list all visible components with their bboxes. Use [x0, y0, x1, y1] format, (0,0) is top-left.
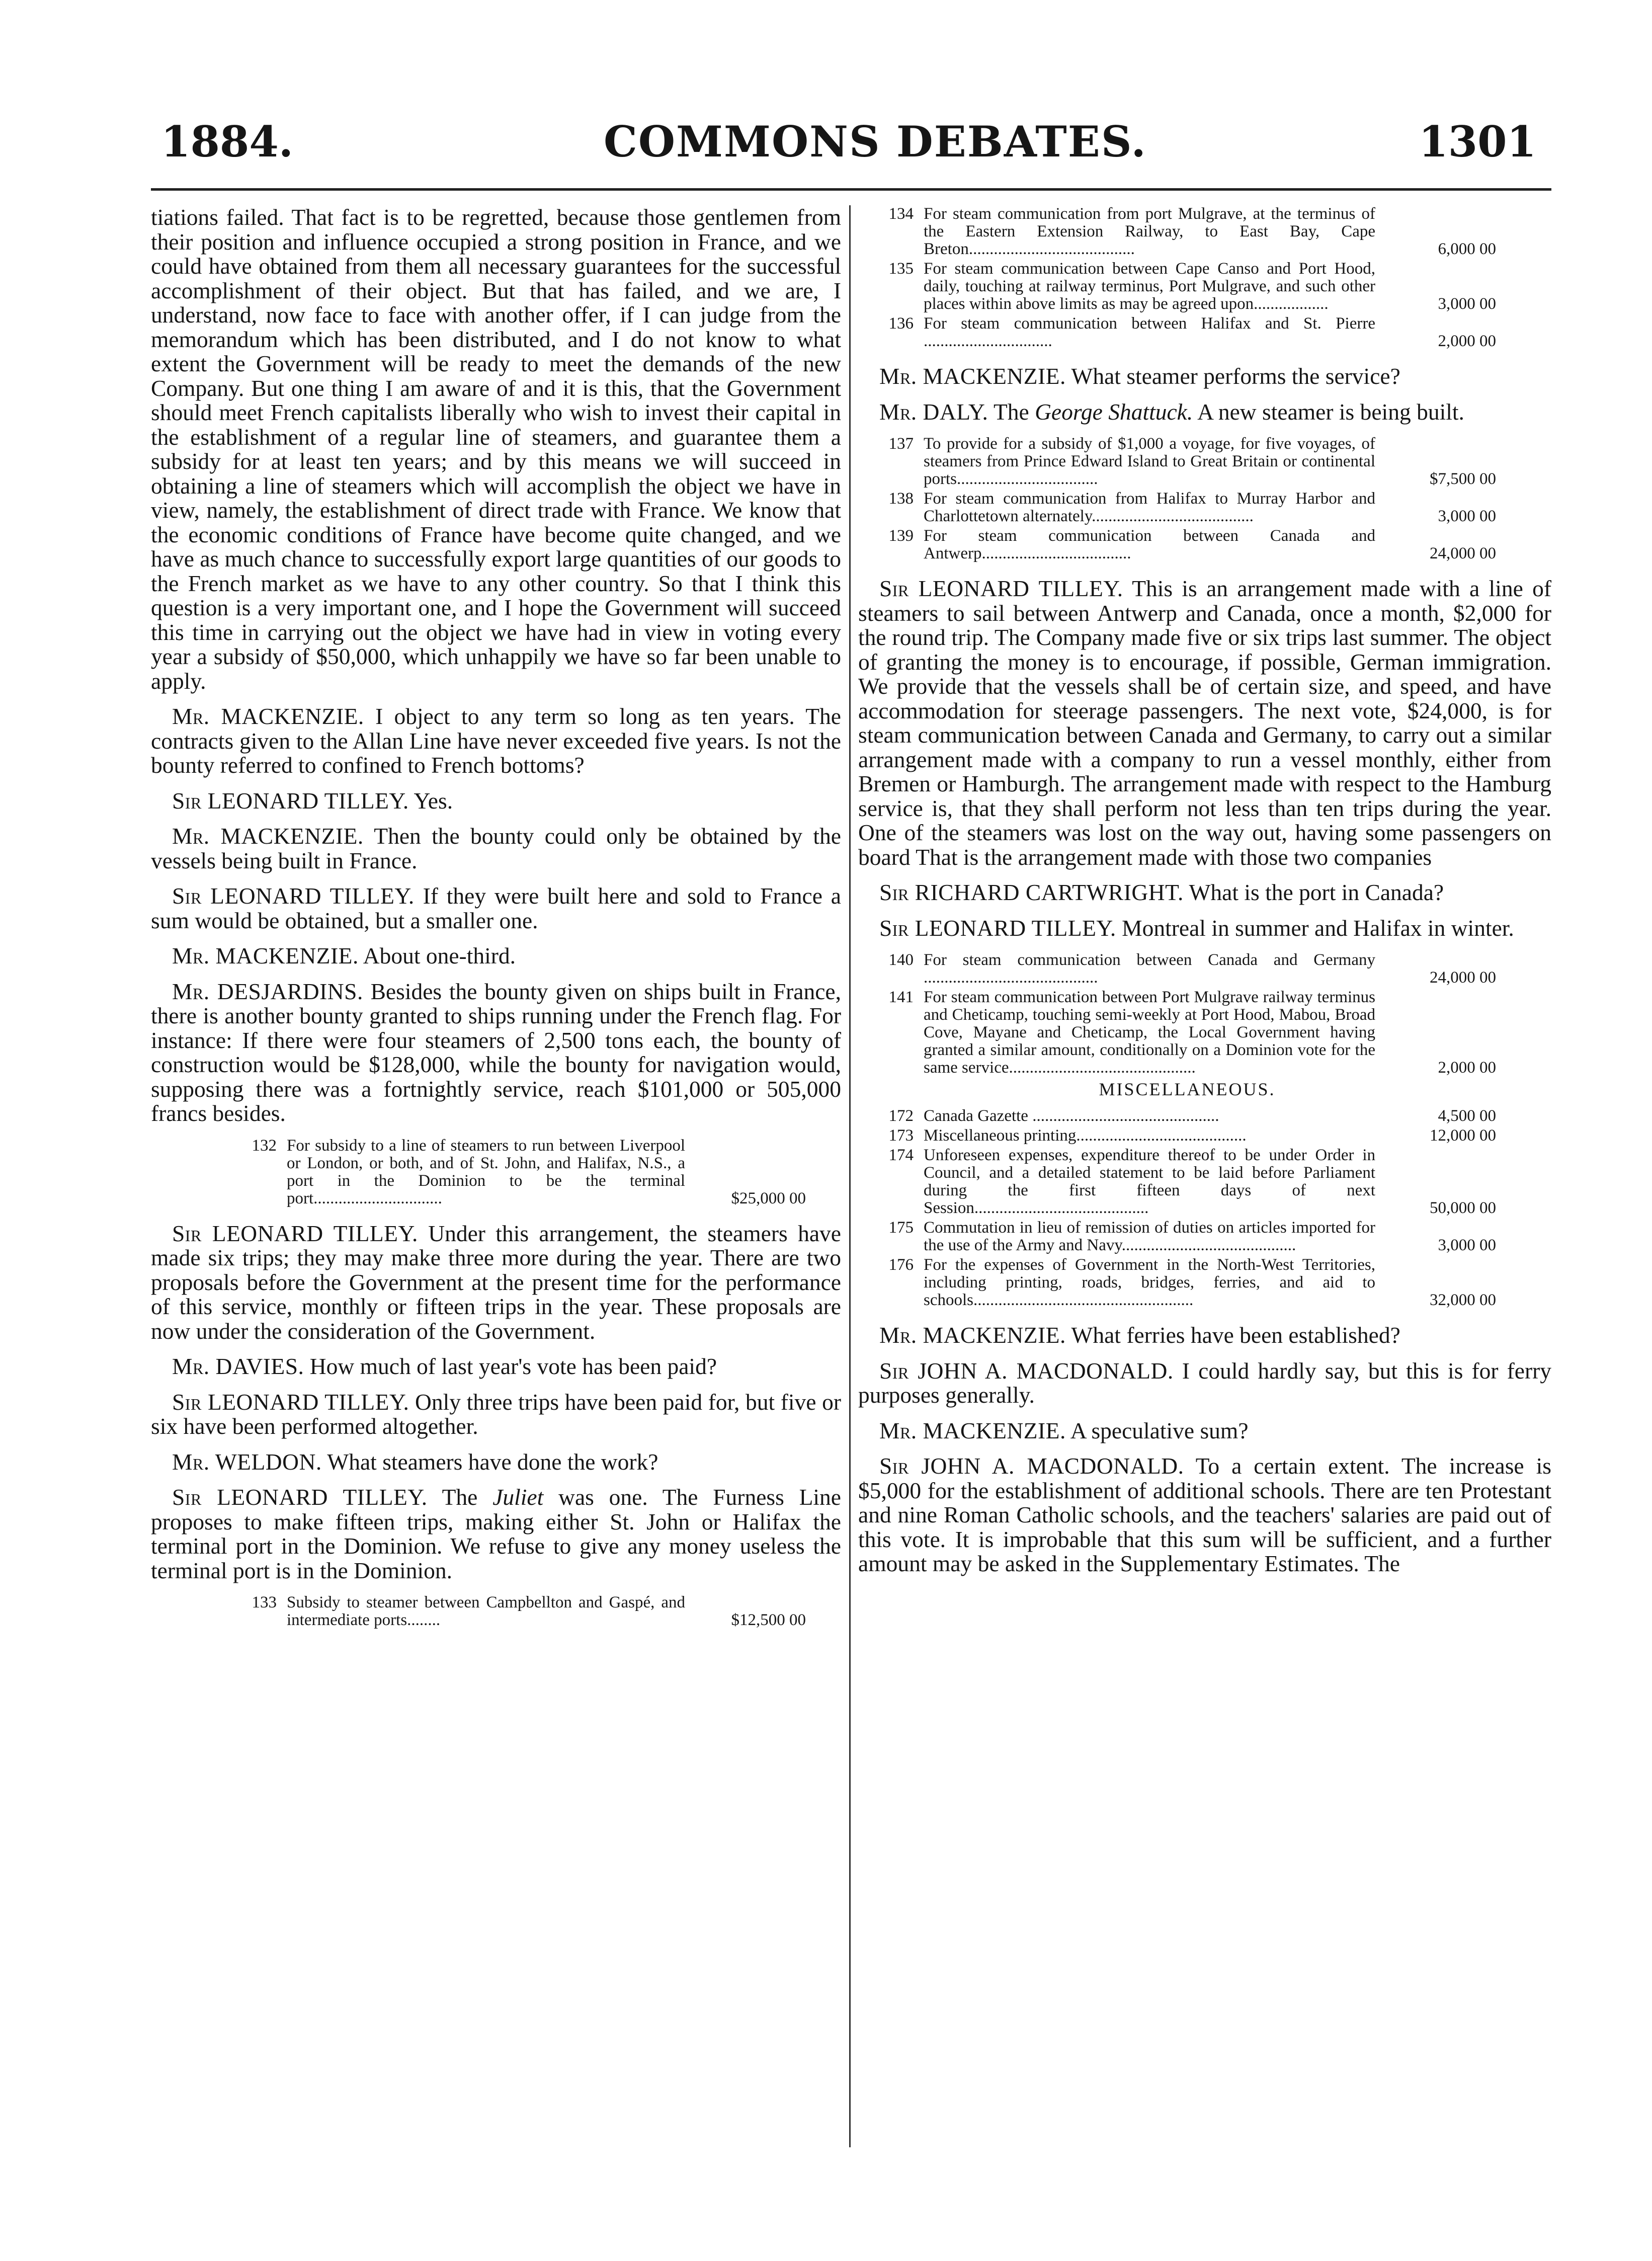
- item-amount: 24,000 00: [1430, 544, 1496, 562]
- speaker-name: Mr. DALY.: [879, 398, 988, 425]
- speech-text: The: [442, 1484, 478, 1510]
- speech-text: Yes.: [414, 787, 453, 814]
- item-description: For steam communication between Halifax and St. Pierre ...............................: [924, 314, 1375, 350]
- estimate-item-141: [878, 989, 1496, 1077]
- speaker-name: Mr. MACKENZIE.: [172, 823, 364, 849]
- item-amount: 12,000 00: [1430, 1126, 1496, 1145]
- header-rule: [151, 188, 1551, 191]
- speech-tilley: [858, 577, 1551, 869]
- header-year: 1884.: [161, 117, 294, 167]
- speech-tilley: [858, 916, 1551, 941]
- speech-text: If they were built here and sold to France a sum would be obtained, but a smaller one.: [151, 883, 842, 933]
- speech-text: What is the port in Canada?: [1189, 879, 1444, 905]
- estimate-item-134: [878, 205, 1496, 258]
- item-amount: 2,000 00: [1438, 332, 1496, 350]
- header-title: COMMONS DEBATES.: [604, 117, 1147, 167]
- speech-tilley: [151, 1485, 841, 1583]
- item-amount: 24,000 00: [1430, 968, 1496, 987]
- estimate-item-176: [878, 1256, 1496, 1309]
- speech-daly: [858, 400, 1551, 425]
- item-description: For the expenses of Government in the North-West Territories, including printing, roads, bridges, ferries, and aid to schools.....................................................: [924, 1256, 1375, 1309]
- speech-text: What steamer performs the service?: [1071, 363, 1400, 389]
- paragraph-continued: tiations failed. That fact is to be regretted, because those gentlemen from their position and influence occupied a strong position in France, and we could have obtained from them all necessary guarantees for the successful accomplishment of their object. But that has failed, and we are, I understand, now face to face with another offer, if I can judge from the memorandum which has been distributed, and I do not know to what extent the Government will be ready to meet the demands of the new Company. But one thing I am aware of and it is this, that the Government should meet French capitalists liberally who wish to invest their capital in the establishment of a regular line of steamers, and guarantee them a subsidy for at least ten years; and by this means we will succeed in obtaining a line of steamers which will accomplish the object we have in view, namely, the establishment of direct trade with France. We know that the economic conditions of France have become quite changed, and we have as much chance to successfully export large quantities of our goods to the French market as we have to any other country. So that I think this question is a very important one, and I hope the Government will succeed this time in carrying out the object we have had in view in voting every year a subsidy of $50,000, which unhappily we have so far been unable to apply.: [151, 204, 841, 694]
- item-number: 139: [888, 527, 914, 545]
- estimate-item-135: [878, 260, 1496, 313]
- speech-text: I could hardly say, but this is for ferry purposes generally.: [858, 1357, 1552, 1408]
- estimate-item-173: [878, 1127, 1496, 1145]
- speech-text: What steamers have done the work?: [327, 1448, 658, 1475]
- item-amount: 2,000 00: [1438, 1059, 1496, 1077]
- item-amount: 4,500 00: [1438, 1107, 1496, 1125]
- item-amount: 3,000 00: [1438, 507, 1496, 525]
- speech-text: Besides the bounty given on ships built in France, there is another bounty granted to ships running under the French flag. For instance: If there were four steamers of 2,500 tons each, the bounty of construction would be $128,000, while the bounty for navigation would, supposing there was a fortnightly service, reach $101,000 or 505,000 francs besides.: [151, 978, 841, 1126]
- speaker-name: Mr. MACKENZIE.: [879, 1417, 1066, 1443]
- estimate-item-133: [241, 1594, 806, 1629]
- ship-name: George Shattuck.: [1035, 398, 1193, 425]
- speech-mackenzie: [151, 944, 841, 968]
- speaker-name: Sir LEONARD TILLEY.: [172, 883, 415, 909]
- speaker-name: Sir LEONARD TILLEY.: [879, 576, 1123, 601]
- item-amount: 3,000 00: [1438, 295, 1496, 313]
- speech-text: How much of last year's vote has been paid?: [309, 1353, 717, 1379]
- item-number: 132: [252, 1136, 277, 1155]
- speech-mackenzie: [858, 1323, 1551, 1348]
- speaker-name: Sir JOHN A. MACDONALD.: [879, 1453, 1184, 1479]
- estimate-item-172: [878, 1107, 1496, 1125]
- item-amount: 32,000 00: [1430, 1291, 1496, 1309]
- speech-cartwright: [858, 880, 1551, 905]
- item-description: Commutation in lieu of remission of duties on articles imported for the use of the Army and Navy..........................................: [924, 1219, 1375, 1254]
- item-description: For steam communication between Canada and Germany ..........................................: [924, 951, 1375, 987]
- speaker-name: Sir LEONARD TILLEY.: [172, 1389, 409, 1415]
- estimate-block: [878, 205, 1496, 350]
- speaker-name: Mr. MACKENZIE.: [879, 363, 1066, 389]
- speech-text: Montreal in summer and Halifax in winter.: [1122, 915, 1514, 941]
- item-amount: 50,000 00: [1430, 1199, 1496, 1217]
- item-number: 133: [252, 1593, 277, 1611]
- item-description: For steam communication between Port Mulgrave railway terminus and Cheticamp, touching semi-weekly at Port Hood, Mabou, Broad Cove, Mayane and Cheticamp, the Local Government having granted a similar amount, conditionally on a Dominion vote for the same service.............................................: [924, 988, 1375, 1077]
- item-amount: 3,000 00: [1438, 1236, 1496, 1254]
- item-number: 141: [888, 988, 914, 1006]
- speech-text: Under this arrangement, the steamers have made six trips; they may make three more during the year. There are two proposals before the Government at the present time for the performance of this service, monthly or fifteen trips in the year. These proposals are now under the consideration of the Government.: [151, 1220, 841, 1344]
- speech-macdonald: [858, 1359, 1551, 1408]
- speaker-name: Sir JOHN A. MACDONALD.: [879, 1357, 1174, 1384]
- speech-macdonald: [858, 1454, 1551, 1576]
- speech-text: Only three trips have been paid for, but five or six have been performed altogether.: [151, 1389, 842, 1439]
- speech-weldon: [151, 1450, 841, 1475]
- speech-mackenzie: [858, 364, 1551, 389]
- estimate-item-140: [878, 951, 1496, 987]
- speaker-name: Mr. MACKENZIE.: [172, 943, 359, 968]
- item-number: 136: [888, 314, 914, 333]
- item-description: Unforeseen expenses, expenditure thereof to be under Order in Council, and a detailed statement to be laid before Parliament during the first fifteen days of next Session..........................................: [924, 1146, 1375, 1217]
- header-page-number: 1301: [1419, 117, 1536, 167]
- speaker-name: Sir LEONARD TILLEY.: [172, 1484, 428, 1510]
- speaker-name: Sir LEONARD TILLEY.: [172, 1220, 418, 1246]
- item-number: 174: [888, 1146, 914, 1164]
- estimate-item-132: [241, 1137, 806, 1207]
- estimate-item-138: [878, 490, 1496, 525]
- item-number: 172: [888, 1107, 914, 1125]
- item-number: 173: [888, 1126, 914, 1145]
- speaker-name: Mr. MACKENZIE.: [172, 703, 364, 729]
- estimate-block: [878, 951, 1496, 1309]
- left-column: [151, 205, 841, 1643]
- estimate-block: [241, 1137, 806, 1207]
- item-number: 138: [888, 490, 914, 508]
- estimate-item-137: [878, 435, 1496, 488]
- item-number: 137: [888, 435, 914, 453]
- item-amount: 6,000 00: [1438, 240, 1496, 258]
- item-description: For steam communication between Cape Canso and Port Hood, daily, touching at railway terminus, Port Mulgrave, and such other places within above limits as may be agreed upon..................: [924, 260, 1375, 313]
- item-description: For steam communication between Canada and Antwerp....................................: [924, 527, 1375, 562]
- speaker-name: Sir RICHARD CARTWRIGHT.: [879, 879, 1184, 905]
- speech-text: A speculative sum?: [1070, 1417, 1249, 1443]
- ship-name: Juliet: [492, 1484, 544, 1510]
- speech-text: The: [993, 398, 1029, 425]
- right-column: [858, 205, 1551, 1587]
- speech-mackenzie: [151, 704, 841, 778]
- speaker-name: Mr. WELDON.: [172, 1448, 322, 1475]
- item-description: To provide for a subsidy of $1,000 a voyage, for five voyages, of steamers from Prince Edward Island to Great Britain or continental ports..................................: [924, 435, 1375, 488]
- speech-text: A new steamer is being built.: [1197, 398, 1464, 425]
- speech-mackenzie: [858, 1419, 1551, 1443]
- item-description: Miscellaneous printing.........................................: [924, 1126, 1247, 1145]
- speech-tilley: [151, 1222, 841, 1344]
- speech-mackenzie: [151, 824, 841, 873]
- speech-text: To a certain extent. The increase is $5,000 for the establishment of additional schools. There are ten Protestant and nine Roman Catholic schools, and the teachers' salaries are paid out of this vote. It is improbable that this sum will be sufficient, and a further amount may be asked in the Supplementary Estimates. The: [858, 1453, 1551, 1576]
- item-amount: $25,000 00: [731, 1189, 806, 1207]
- item-amount: $7,500 00: [1430, 470, 1496, 488]
- item-number: 176: [888, 1256, 914, 1274]
- column-divider: [849, 205, 851, 2147]
- speech-text: Then the bounty could only be obtained by the vessels being built in France.: [151, 823, 841, 873]
- speech-text: was one. The Furness Line proposes to make fifteen trips, making either St. John or Halifax the terminal port in the Dominion. We refuse to give any money useless the terminal port is in the Dominion.: [151, 1484, 842, 1583]
- estimate-item-139: [878, 527, 1496, 562]
- item-description: For subsidy to a line of steamers to run between Liverpool or London, or both, and of St. John, and Halifax, N.S., a port in the Dominion to be the terminal port...............................: [287, 1136, 685, 1207]
- estimate-item-136: [878, 315, 1496, 350]
- item-number: 134: [888, 205, 914, 223]
- speaker-name: Mr. DESJARDINS.: [172, 978, 363, 1004]
- speech-tilley: [151, 1390, 841, 1439]
- item-description: Canada Gazette .............................................: [924, 1107, 1219, 1125]
- estimate-item-174: [878, 1147, 1496, 1217]
- speech-davies: [151, 1354, 841, 1379]
- speech-text: I object to any term so long as ten years. The contracts given to the Allan Line have never exceeded five years. Is not the bounty referred to confined to French bottoms?: [151, 703, 842, 778]
- item-description: For steam communication from port Mulgrave, at the terminus of the Eastern Extension Railway, to East Bay, Cape Breton........................................: [924, 205, 1375, 258]
- speaker-name: Sir LEONARD TILLEY.: [879, 915, 1116, 941]
- item-number: 175: [888, 1219, 914, 1237]
- speaker-name: Mr. MACKENZIE.: [879, 1322, 1066, 1348]
- item-number: 135: [888, 260, 914, 278]
- speech-text: What ferries have been established?: [1071, 1322, 1400, 1348]
- estimate-block: [241, 1594, 806, 1629]
- item-description: Subsidy to steamer between Campbellton and Gaspé, and intermediate ports........: [287, 1593, 685, 1629]
- speech-desjardins: [151, 980, 841, 1126]
- speech-text: This is an arrangement made with a line of steamers to sail between Antwerp and Canada, once a month, $2,000 for the round trip. The Company made five or six trips last summer. The object of granting the money is to encourage, if possible, German immigration. We provide that the vessels shall be of certain size, and speed, and have accommodation for steerage passengers. The next vote, $24,000, is for steam communication between Canada and Germany, to carry out a similar arrangement made with a company to run a vessel monthly, either from Bremen or Hamburgh. The arrangement made with respect to the Hamburg service is, that they shall perform not less than ten trips during the year. One of the steamers was lost on the way out, having some passengers on board That is the arrangement made with those two companies: [858, 576, 1551, 870]
- item-amount: $12,500 00: [731, 1611, 806, 1629]
- section-heading-miscellaneous: MISCELLANEOUS.: [1099, 1079, 1276, 1099]
- speech-text: About one-third.: [363, 943, 516, 968]
- estimate-item-175: [878, 1219, 1496, 1254]
- item-number: 140: [888, 951, 914, 969]
- speaker-name: Mr. DAVIES.: [172, 1353, 304, 1379]
- estimate-block: [878, 435, 1496, 562]
- item-description: For steam communication from Halifax to Murray Harbor and Charlottetown alternately.......................................: [924, 490, 1375, 525]
- speech-tilley: [151, 884, 841, 933]
- speech-tilley: [151, 789, 841, 814]
- speaker-name: Sir LEONARD TILLEY.: [172, 787, 409, 814]
